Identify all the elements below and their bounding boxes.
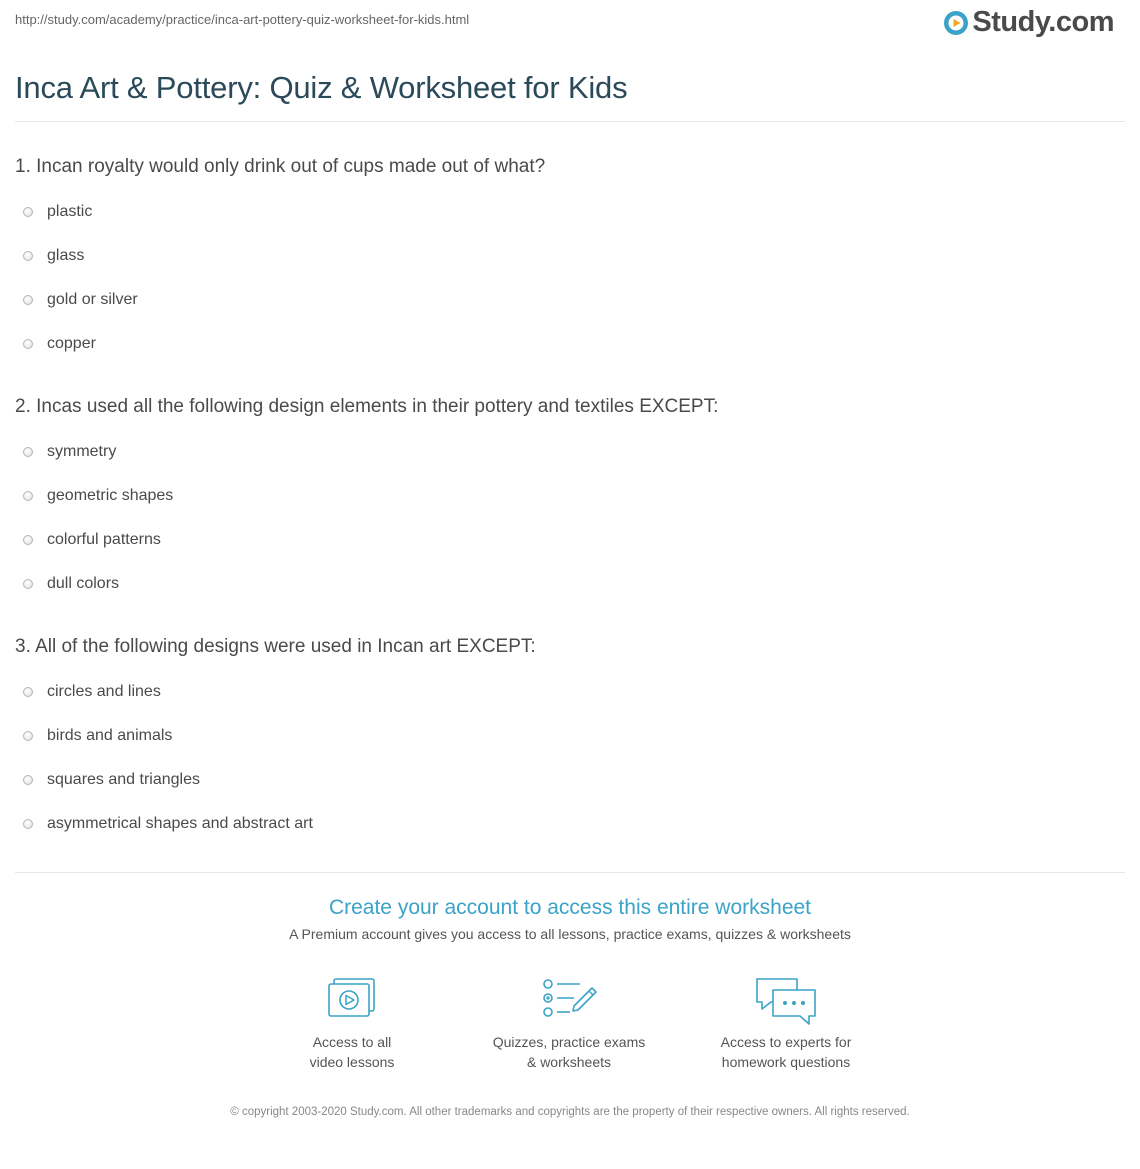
answer-label: dull colors: [47, 575, 120, 592]
feature-label-line2: & worksheets: [526, 1054, 612, 1070]
radio-button[interactable]: [23, 295, 33, 305]
answer-option[interactable]: [15, 322, 1125, 366]
answer-option[interactable]: [15, 234, 1125, 278]
radio-button[interactable]: [23, 579, 33, 589]
answer-label: glass: [47, 247, 85, 264]
answer-list: [15, 430, 1125, 606]
answer-list: [15, 190, 1125, 366]
radio-button[interactable]: [23, 339, 33, 349]
answer-option[interactable]: [15, 190, 1125, 234]
question-3: [15, 635, 1125, 846]
answer-option[interactable]: [15, 714, 1125, 758]
answer-option[interactable]: [15, 670, 1125, 714]
question-2: [15, 395, 1125, 606]
answer-label: squares and triangles: [47, 771, 200, 788]
answer-option[interactable]: [15, 758, 1125, 802]
feature-label: [686, 1032, 886, 1072]
copyright-notice: © copyright 2003-2020 Study.com. All other trademarks and copyrights are the property of their respective owners. All rights reserved.: [230, 1106, 910, 1118]
answer-label: copper: [47, 335, 96, 352]
question-text: 3. All of the following designs were used in Incan art EXCEPT:: [15, 636, 536, 657]
answer-label: symmetry: [47, 443, 117, 460]
radio-button[interactable]: [23, 731, 33, 741]
feature-quizzes: [469, 976, 669, 1072]
answer-label: geometric shapes: [47, 487, 174, 504]
answer-list: [15, 670, 1125, 846]
video-lessons-icon: [325, 976, 379, 1022]
answer-label: gold or silver: [47, 291, 138, 308]
question-1: [15, 155, 1125, 366]
answer-label: asymmetrical shapes and abstract art: [47, 815, 313, 832]
answer-option[interactable]: [15, 518, 1125, 562]
radio-button[interactable]: [23, 447, 33, 457]
answer-label: colorful patterns: [47, 531, 161, 548]
chat-bubbles-icon: [753, 976, 819, 1028]
answer-label: circles and lines: [47, 683, 161, 700]
study-logo[interactable]: [943, 6, 1114, 39]
feature-label-line1: Access to all: [312, 1034, 392, 1050]
answer-option[interactable]: [15, 278, 1125, 322]
feature-label-line1: Quizzes, practice exams: [492, 1034, 646, 1050]
question-text: 2. Incas used all the following design elements in their pottery and textiles EXCEPT:: [15, 396, 719, 417]
radio-button[interactable]: [23, 687, 33, 697]
feature-label-line2: homework questions: [721, 1054, 851, 1070]
answer-label: birds and animals: [47, 727, 173, 744]
logo-text: Study.com: [972, 6, 1114, 38]
page-url: http://study.com/academy/practice/inca-art-pottery-quiz-worksheet-for-kids.html: [15, 12, 470, 27]
answer-option[interactable]: [15, 802, 1125, 846]
feature-experts: [686, 976, 886, 1072]
play-circle-icon: [943, 10, 969, 36]
radio-button[interactable]: [23, 819, 33, 829]
cta-subheading: A Premium account gives you access to all lessons, practice exams, quizzes & worksheets: [289, 926, 851, 942]
radio-button[interactable]: [23, 251, 33, 261]
page-title: Inca Art & Pottery: Quiz & Worksheet for Kids: [15, 70, 628, 105]
feature-label: [469, 1032, 669, 1072]
answer-option[interactable]: [15, 474, 1125, 518]
feature-label-line2: video lessons: [309, 1054, 395, 1070]
feature-label-line1: Access to experts for: [720, 1034, 852, 1050]
title-divider: [15, 121, 1125, 122]
radio-button[interactable]: [23, 207, 33, 217]
question-text: 1. Incan royalty would only drink out of cups made out of what?: [15, 156, 546, 177]
answer-option[interactable]: [15, 430, 1125, 474]
cta-heading-link[interactable]: Create your account to access this entire worksheet: [328, 896, 812, 919]
feature-label: [252, 1032, 452, 1072]
answer-option[interactable]: [15, 562, 1125, 606]
radio-button[interactable]: [23, 535, 33, 545]
radio-button[interactable]: [23, 491, 33, 501]
radio-button[interactable]: [23, 775, 33, 785]
answer-label: plastic: [47, 203, 93, 220]
quiz-checklist-icon: [540, 976, 598, 1022]
cta-divider: [15, 872, 1125, 873]
feature-video-lessons: [252, 976, 452, 1072]
